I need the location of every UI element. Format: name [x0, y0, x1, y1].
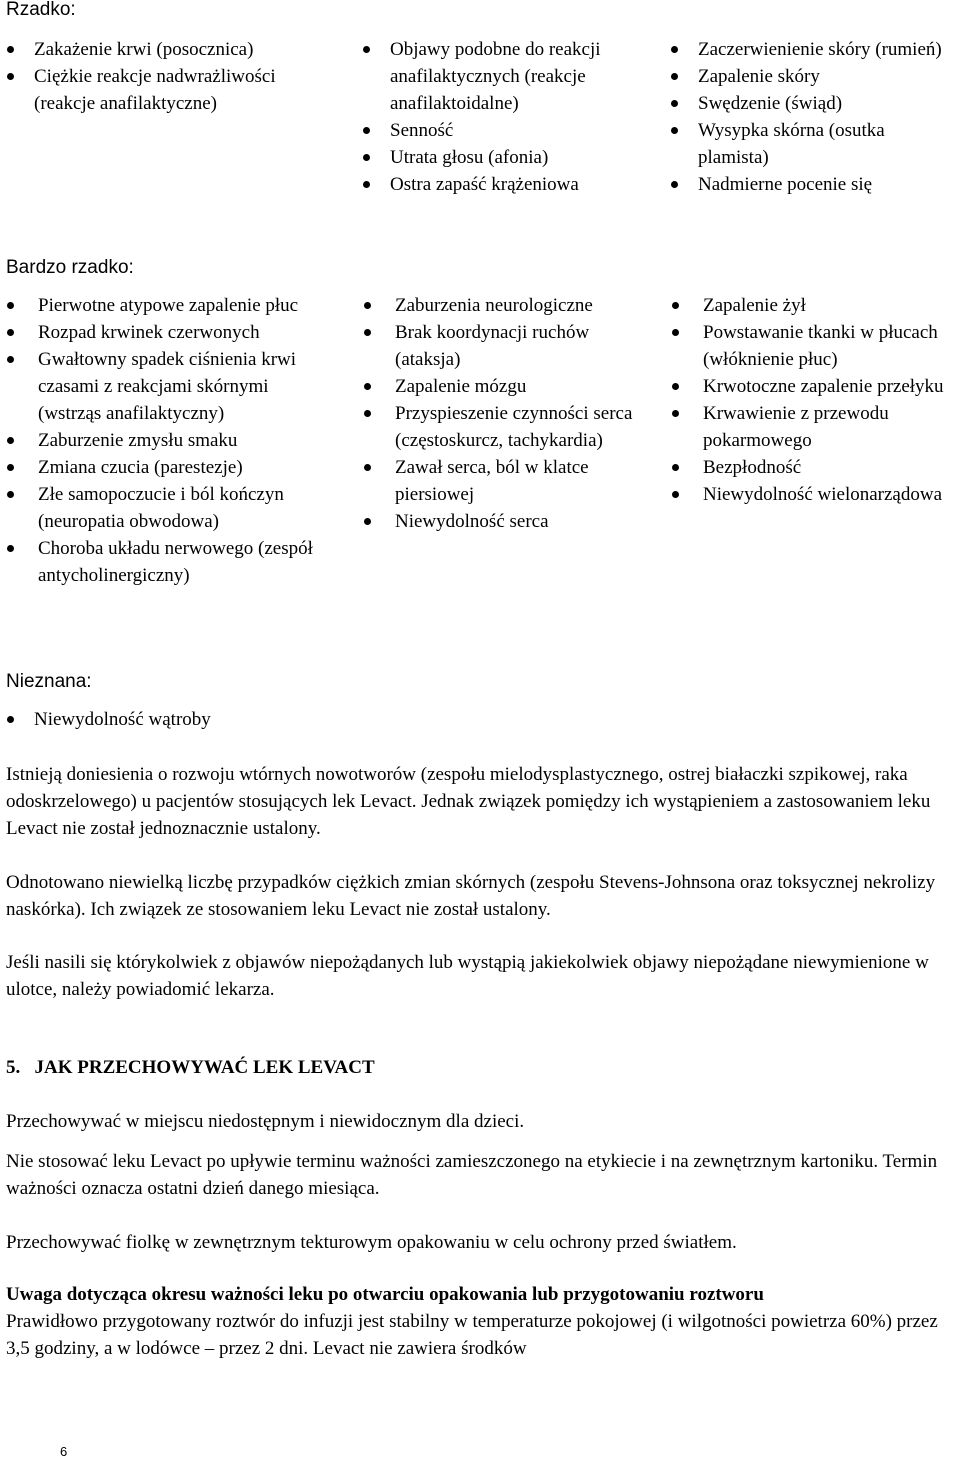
list-item: Zmiana czucia (parestezje): [4, 454, 324, 481]
list-item: Nadmierne pocenie się: [670, 171, 950, 198]
list-item: Objawy podobne do reakcji anafilaktycznych (reakcje anafilaktoidalne): [362, 36, 652, 117]
list-item: Gwałtowny spadek ciśnienia krwi czasami z reakcjami skórnymi (wstrząs anafilaktyczny): [4, 346, 324, 427]
list-item: Senność: [362, 117, 652, 144]
heading-rare: Rzadko:: [6, 0, 76, 20]
list-item: Złe samopoczucie i ból kończyn (neuropatia obwodowa): [4, 481, 324, 535]
list-item: Ostra zapaść krążeniowa: [362, 171, 652, 198]
section-5-title: 5. JAK PRZECHOWYWAĆ LEK LEVACT: [6, 1057, 375, 1078]
list-item: Utrata głosu (afonia): [362, 144, 652, 171]
rare-col1-list: [6, 36, 316, 117]
page-number: 6: [60, 1444, 68, 1459]
list-item: Zaburzenia neurologiczne: [361, 292, 656, 319]
list-item: Wysypka skórna (osutka plamista): [670, 117, 950, 171]
list-item: Niewydolność serca: [361, 508, 656, 535]
list-item: Choroba układu nerwowego (zespół antycholinergiczny): [4, 535, 324, 589]
list-item: Przyspieszenie czynności serca (częstoskurcz, tachykardia): [361, 400, 656, 454]
rare-col2-list: [362, 36, 652, 198]
heading-very-rare: Bardzo rzadko:: [6, 257, 134, 278]
unknown-col1-list: [6, 706, 406, 733]
rare-col3-list: [670, 36, 950, 198]
list-item: Niewydolność wielonarządowa: [669, 481, 960, 508]
list-item: Pierwotne atypowe zapalenie płuc: [4, 292, 324, 319]
heading-unknown: Nieznana:: [6, 671, 92, 692]
note-text: Prawidłowo przygotowany roztwór do infuzji jest stabilny w temperaturze pokojowej (i wilgotności powietrza 60%) przez 3,5 godziny, a w lodówce – przez 2 dni. Levact nie zawiera środków: [6, 1311, 938, 1359]
note-heading: Uwaga dotycząca okresu ważności leku po otwarciu opakowania lub przygotowaniu roztworu: [6, 1284, 764, 1305]
list-item: Krwawienie z przewodu pokarmowego: [669, 400, 960, 454]
list-item: Rozpad krwinek czerwonych: [4, 319, 324, 346]
list-item: Zapalenie skóry: [670, 63, 950, 90]
list-item: Powstawanie tkanki w płucach (włóknienie płuc): [669, 319, 960, 373]
list-item: Zakażenie krwi (posocznica): [6, 36, 316, 63]
list-item: Bezpłodność: [669, 454, 960, 481]
paragraph-report-side-effects: Jeśli nasili się którykolwiek z objawów niepożądanych lub wystąpią jakiekolwiek objawy niepożądane niewymienione w ulotce, należy powiadomić lekarza.: [6, 952, 929, 1000]
list-item: Niewydolność wątroby: [6, 706, 406, 733]
list-item: Zapalenie żył: [669, 292, 960, 319]
very-rare-col3-list: [669, 292, 960, 508]
list-item: Swędzenie (świąd): [670, 90, 950, 117]
paragraph-secondary-tumors: Istnieją doniesienia o rozwoju wtórnych nowotworów (zespołu mielodysplastycznego, ostrej białaczki szpikowej, raka odoskrzelowego) u pacjentów stosujących lek Levact. Jednak związek pomiędzy ich wystąpieniem a zastosowaniem leku Levact nie został jednoznacznie ustalony.: [6, 764, 931, 839]
very-rare-col2-list: [361, 292, 656, 535]
list-item: Zawał serca, ból w klatce piersiowej: [361, 454, 656, 508]
list-item: Zaburzenie zmysłu smaku: [4, 427, 324, 454]
storage-expiry: Nie stosować leku Levact po upływie terminu ważności zamieszczonego na etykiecie i na zewnętrznym kartoniku. Termin ważności oznacza ostatni dzień danego miesiąca.: [6, 1151, 938, 1199]
list-item: Zaczerwienienie skóry (rumień): [670, 36, 950, 63]
list-item: Brak koordynacji ruchów (ataksja): [361, 319, 656, 373]
list-item: Ciężkie reakcje nadwrażliwości (reakcje anafilaktyczne): [6, 63, 316, 117]
storage-children: Przechowywać w miejscu niedostępnym i niewidocznym dla dzieci.: [6, 1111, 525, 1132]
paragraph-skin-changes: Odnotowano niewielką liczbę przypadków ciężkich zmian skórnych (zespołu Stevens-Johnsona oraz toksycznej nekrolizy naskórka). Ich związek ze stosowaniem leku Levact nie został ustalony.: [6, 872, 936, 920]
list-item: Krwotoczne zapalenie przełyku: [669, 373, 960, 400]
storage-light: Przechowywać fiolkę w zewnętrznym tekturowym opakowaniu w celu ochrony przed światłem.: [6, 1232, 737, 1253]
list-item: Zapalenie mózgu: [361, 373, 656, 400]
very-rare-col1-list: [4, 292, 324, 589]
